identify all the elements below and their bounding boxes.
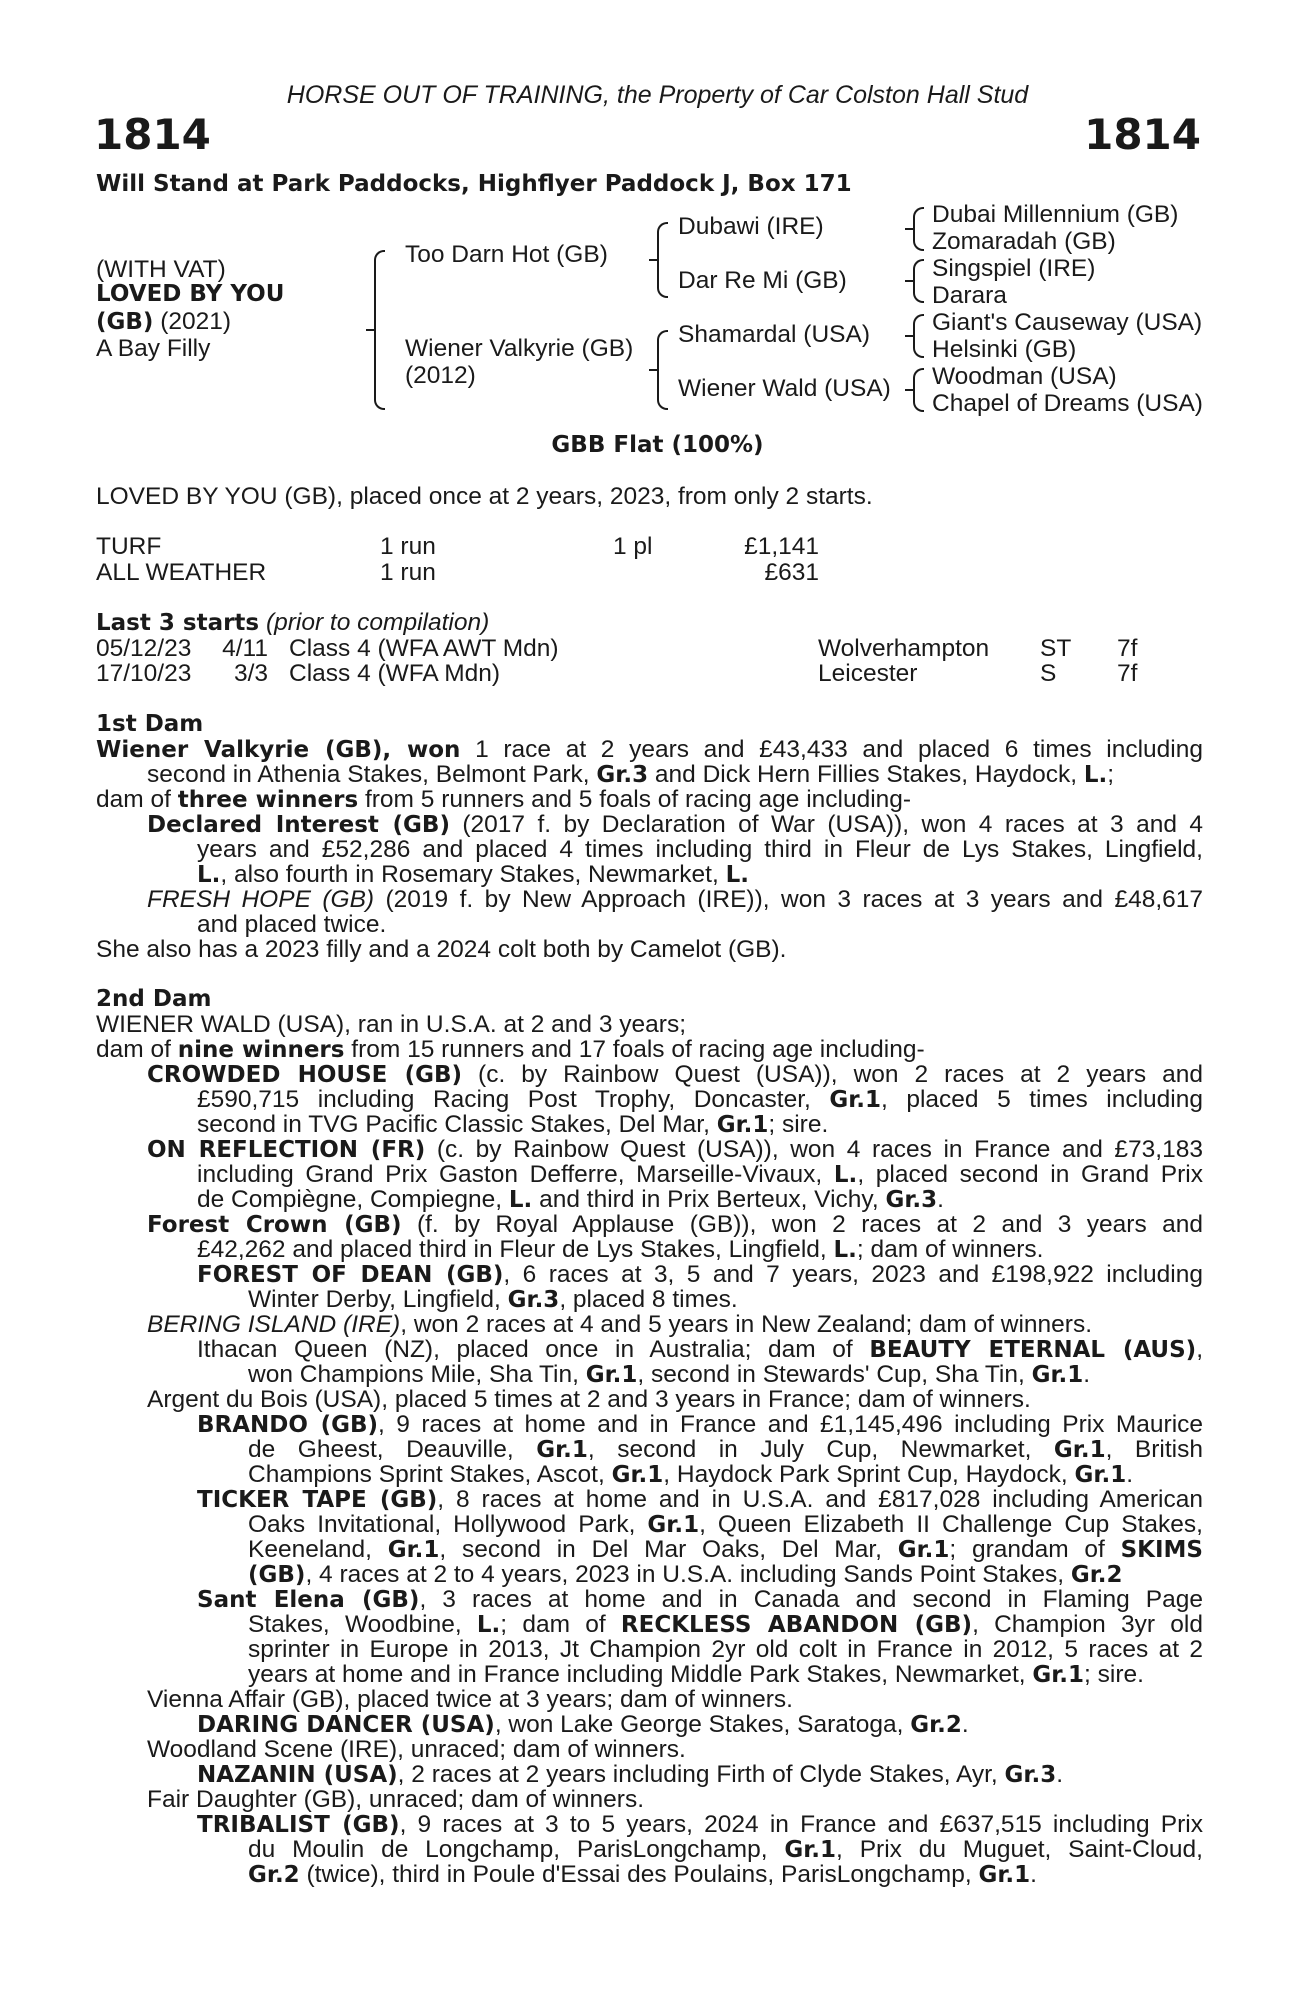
pedigree-brace-g34 <box>913 259 924 303</box>
first-dam-line-7: FRESH HOPE (GB) (2019 f. by New Approach (IRE)), won 3 races at 3 years and £48,617 <box>147 886 1204 913</box>
start-1-class: Class 4 (WFA AWT Mdn) <box>289 635 559 662</box>
second-dam-line-4: £590,715 including Racing Post Trophy, Doncaster, Gr.1, placed 5 times including <box>197 1086 1203 1113</box>
second-dam-line-1: WIENER WALD (USA), ran in U.S.A. at 2 and 3 years; <box>96 1011 686 1038</box>
stabling-location: Will Stand at Park Paddocks, Highflyer Paddock J, Box 171 <box>96 171 852 197</box>
pedigree-sire-dam: Dar Re Mi (GB) <box>678 267 847 294</box>
start-2-going: S <box>1040 660 1057 687</box>
pedigree-dam-dam: Wiener Wald (USA) <box>678 375 891 402</box>
second-dam-line-29: DARING DANCER (USA), won Lake George Stakes, Saratoga, Gr.2. <box>197 1711 969 1738</box>
second-dam-line-7: including Grand Prix Gaston Defferre, Marseille-Vivaux, L., placed second in Grand Prix <box>197 1161 1203 1188</box>
second-dam-line-15: won Champions Mile, Sha Tin, Gr.1, second in Stewards' Cup, Sha Tin, Gr.1. <box>248 1361 1091 1388</box>
record-turf-runs: 1 run <box>380 533 436 560</box>
first-dam-line-1: Wiener Valkyrie (GB), won 1 race at 2 years and £43,433 and placed 6 times including <box>96 736 1203 763</box>
second-dam-line-19: Champions Sprint Stakes, Ascot, Gr.1, Haydock Park Sprint Cup, Haydock, Gr.1. <box>248 1461 1134 1488</box>
horse-description: A Bay Filly <box>96 335 211 362</box>
second-dam-line-5: second in TVG Pacific Classic Stakes, Del Mar, Gr.1; sire. <box>197 1111 829 1138</box>
start-2-date: 17/10/23 <box>96 660 192 687</box>
second-dam-line-25: Stakes, Woodbine, L.; dam of RECKLESS ABANDON (GB), Champion 3yr old <box>248 1611 1203 1638</box>
pedigree-brace-sire <box>657 222 668 298</box>
first-dam-line-3: dam of three winners from 5 runners and 5 foals of racing age including- <box>96 786 912 813</box>
pedigree-brace-dam <box>657 330 668 410</box>
second-dam-line-8: de Compiègne, Compiegne, L. and third in Prix Berteux, Vichy, Gr.3. <box>197 1186 944 1213</box>
second-dam-line-20: TICKER TAPE (GB), 8 races at home and in U.S.A. and £817,028 including American <box>197 1486 1203 1513</box>
catalogue-header: HORSE OUT OF TRAINING, the Property of Car Colston Hall Stud <box>286 81 1029 109</box>
pedigree-gg8: Chapel of Dreams (USA) <box>932 390 1203 417</box>
race-summary: LOVED BY YOU (GB), placed once at 2 years, 2023, from only 2 starts. <box>96 483 873 510</box>
second-dam-line-10: £42,262 and placed third in Fleur de Lys Stakes, Lingfield, L.; dam of winners. <box>197 1236 1044 1263</box>
start-2-distance: 7f <box>1117 660 1138 687</box>
second-dam-line-14: Ithacan Queen (NZ), placed once in Australia; dam of BEAUTY ETERNAL (AUS), <box>197 1336 1203 1363</box>
pedigree-gg1: Dubai Millennium (GB) <box>932 201 1179 228</box>
first-dam-line-5: years and £52,286 and placed 4 times including third in Fleur de Lys Stakes, Lingfield, <box>197 836 1203 863</box>
first-dam-heading: 1st Dam <box>96 711 204 737</box>
record-turf-prize: £1,141 <box>744 533 819 560</box>
pedigree-brace-g56 <box>913 314 924 358</box>
second-dam-line-3: CROWDED HOUSE (GB) (c. by Rainbow Quest (USA)), won 2 races at 2 years and <box>147 1061 1203 1088</box>
record-turf-places: 1 pl <box>613 533 653 560</box>
second-dam-line-31: NAZANIN (USA), 2 races at 2 years including Firth of Clyde Stakes, Ayr, Gr.3. <box>197 1761 1064 1788</box>
lot-number-left: 1814 <box>94 110 211 159</box>
second-dam-line-2: dam of nine winners from 15 runners and 17 foals of racing age including- <box>96 1036 925 1063</box>
start-1-going: ST <box>1040 635 1072 662</box>
horse-origin-year <box>96 309 231 336</box>
first-dam-line-4: Declared Interest (GB) (2017 f. by Declaration of War (USA)), won 4 races at 3 and 4 <box>147 811 1203 838</box>
vat-status: (WITH VAT) <box>96 256 226 283</box>
second-dam-line-18: de Gheest, Deauville, Gr.1, second in July Cup, Newmarket, Gr.1, British <box>248 1436 1203 1463</box>
second-dam-line-17: BRANDO (GB), 9 races at home and in France and £1,145,496 including Prix Maurice <box>197 1411 1204 1438</box>
second-dam-line-32: Fair Daughter (GB), unraced; dam of winners. <box>147 1786 645 1813</box>
second-dam-line-21: Oaks Invitational, Hollywood Park, Gr.1, Queen Elizabeth II Challenge Cup Stakes, <box>248 1511 1203 1538</box>
second-dam-line-27: years at home and in France including Middle Park Stakes, Newmarket, Gr.1; sire. <box>248 1661 1144 1688</box>
pedigree-dam: Wiener Valkyrie (GB) <box>405 335 634 362</box>
last-starts-title: Last 3 starts <box>96 610 260 636</box>
lot-number-right: 1814 <box>1084 110 1201 159</box>
record-aw-prize: £631 <box>764 559 819 586</box>
second-dam-line-16: Argent du Bois (USA), placed 5 times at 2 and 3 years in France; dam of winners. <box>147 1386 1031 1413</box>
second-dam-line-22: Keeneland, Gr.1, second in Del Mar Oaks, Del Mar, Gr.1; grandam of SKIMS <box>248 1536 1203 1563</box>
second-dam-heading: 2nd Dam <box>96 986 212 1012</box>
pedigree-gg7: Woodman (USA) <box>932 363 1117 390</box>
pedigree-gg2: Zomaradah (GB) <box>932 228 1116 255</box>
pedigree-brace-main <box>374 250 385 410</box>
second-dam-line-13: BERING ISLAND (IRE), won 2 races at 4 and 5 years in New Zealand; dam of winners. <box>147 1311 1093 1338</box>
second-dam-line-12: Winter Derby, Lingfield, Gr.3, placed 8 times. <box>248 1286 738 1313</box>
second-dam-line-9: Forest Crown (GB) (f. by Royal Applause (GB)), won 2 races at 2 and 3 years and <box>147 1211 1203 1238</box>
start-2-class: Class 4 (WFA Mdn) <box>289 660 501 687</box>
second-dam-line-34: du Moulin de Longchamp, ParisLongchamp, Gr.1, Prix du Muguet, Saint-Cloud, <box>248 1836 1203 1863</box>
pedigree-gg4: Darara <box>932 282 1007 309</box>
horse-foaling-year: (2021) <box>160 308 232 335</box>
pedigree-gg5: Giant's Causeway (USA) <box>932 309 1203 336</box>
record-aw-runs: 1 run <box>380 559 436 586</box>
pedigree-dam-year: (2012) <box>405 362 476 389</box>
pedigree-dam-sire: Shamardal (USA) <box>678 321 870 348</box>
first-dam-line-9: She also has a 2023 filly and a 2024 colt both by Camelot (GB). <box>96 936 787 963</box>
start-2-position: 3/3 <box>233 660 268 687</box>
second-dam-line-11: FOREST OF DEAN (GB), 6 races at 3, 5 and 7 years, 2023 and £198,922 including <box>197 1261 1203 1288</box>
start-1-position: 4/11 <box>222 635 268 662</box>
gbb-status: GBB Flat (100%) <box>551 432 764 458</box>
first-dam-line-6: L., also fourth in Rosemary Stakes, Newmarket, L. <box>197 861 749 888</box>
second-dam-line-28: Vienna Affair (GB), placed twice at 3 years; dam of winners. <box>147 1686 793 1713</box>
horse-name: LOVED BY YOU <box>96 281 285 307</box>
record-turf-surface: TURF <box>96 533 162 560</box>
second-dam-line-6: ON REFLECTION (FR) (c. by Rainbow Quest (USA)), won 4 races in France and £73,183 <box>147 1136 1203 1163</box>
last-starts-note: (prior to compilation) <box>265 609 490 636</box>
pedigree-gg6: Helsinki (GB) <box>932 336 1077 363</box>
first-dam-line-8: and placed twice. <box>197 911 387 938</box>
second-dam-line-24: Sant Elena (GB), 3 races at home and in Canada and second in Flaming Page <box>197 1586 1203 1613</box>
second-dam-line-26: sprinter in Europe in 2013, Jt Champion 2yr old colt in France in 2012, 5 races at 2 <box>248 1636 1203 1663</box>
last-starts-heading <box>96 610 489 637</box>
second-dam-line-30: Woodland Scene (IRE), unraced; dam of winners. <box>147 1736 686 1763</box>
second-dam-line-33: TRIBALIST (GB), 9 races at 3 to 5 years, 2024 in France and £637,515 including Prix <box>197 1811 1204 1838</box>
start-1-course: Wolverhampton <box>818 635 990 662</box>
pedigree-sire-sire: Dubawi (IRE) <box>678 213 824 240</box>
second-dam-line-35: Gr.2 (twice), third in Poule d'Essai des Poulains, ParisLongchamp, Gr.1. <box>248 1861 1037 1888</box>
horse-origin: (GB) <box>96 309 154 335</box>
pedigree-sire: Too Darn Hot (GB) <box>405 241 608 268</box>
pedigree-gg3: Singspiel (IRE) <box>932 255 1096 282</box>
start-1-distance: 7f <box>1117 635 1138 662</box>
second-dam-line-23: (GB), 4 races at 2 to 4 years, 2023 in U.S.A. including Sands Point Stakes, Gr.2 <box>248 1561 1123 1588</box>
pedigree-brace-g12 <box>913 207 924 251</box>
start-1-date: 05/12/23 <box>96 635 192 662</box>
first-dam-line-2: second in Athenia Stakes, Belmont Park, Gr.3 and Dick Hern Fillies Stakes, Haydock, L.; <box>147 761 1115 788</box>
pedigree-brace-g78 <box>913 368 924 412</box>
start-2-course: Leicester <box>818 660 918 687</box>
record-aw-surface: ALL WEATHER <box>96 559 267 586</box>
